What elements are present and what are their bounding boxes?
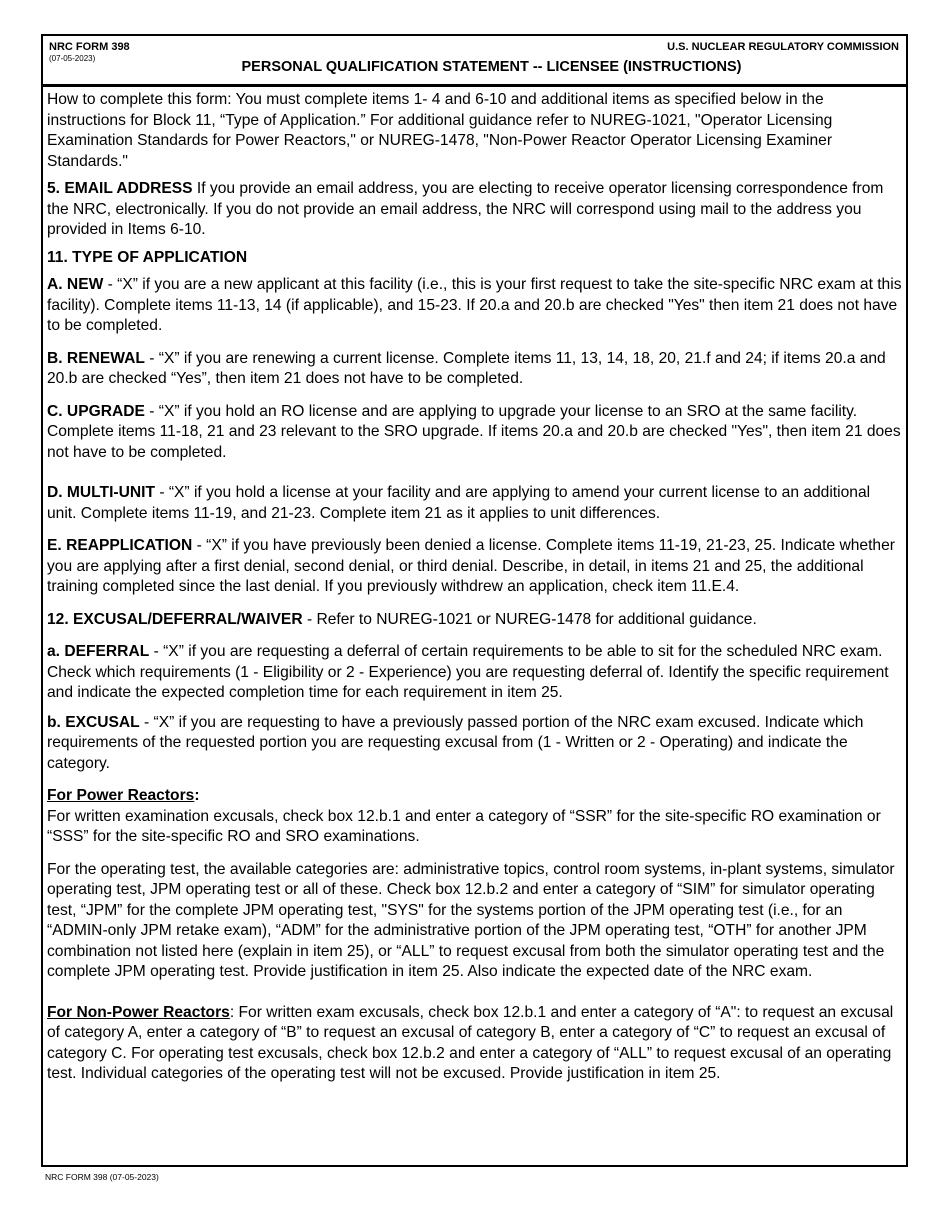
excusal-heading: b. EXCUSAL bbox=[47, 713, 140, 731]
email-text: If you provide an email address, you are electing to receive operator licensing correspondence from the NRC, electronically. If you do not provide an email address, the NRC will correspond using mail to the address you provided in Items 6-10. bbox=[47, 180, 884, 238]
new-section bbox=[47, 275, 902, 337]
new-heading: A. NEW bbox=[47, 276, 104, 293]
form-header bbox=[41, 34, 908, 84]
power-operating-text: For the operating test, the available categories are: administrative topics, control room systems, in-plant systems, simulator operating test, JPM operating test or all of these. Check box 12.b.2 and enter a category of “SIM” for simulator operating test, “JPM” for the complete JPM operating test, "SYS" for the systems portion of the JPM operating test (i.e., for an “ADMIN-only JPM retake exam), “ADM” for the administrative portion of the JPM operating test, “OTH” for another JPM combination not listed here (explain in item 25), or “ALL” to request excusal from both the simulator operating test and the complete JPM operating test. Provide justification in item 25. Also indicate the expected date of the NRC exam. bbox=[47, 860, 895, 980]
excusal-section bbox=[47, 713, 902, 775]
multi-unit-heading: D. MULTI-UNIT bbox=[47, 484, 155, 501]
renewal-text: - “X” if you are renewing a current license. Complete items 11, 13, 14, 18, 20, 21.f and 24; if items 20.a and 20.b are checked “Yes”, then item 21 does not have to be completed. bbox=[47, 349, 886, 387]
form-footer: NRC FORM 398 (07-05-2023) bbox=[45, 1172, 159, 1182]
reapplication-section bbox=[47, 536, 902, 598]
renewal-heading: B. RENEWAL bbox=[47, 349, 145, 367]
excusal-deferral-heading: 12. EXCUSAL/DEFERRAL/WAIVER bbox=[47, 610, 303, 628]
form-title: PERSONAL QUALIFICATION STATEMENT -- LICENSEE (INSTRUCTIONS) bbox=[241, 59, 742, 75]
email-section bbox=[47, 179, 902, 241]
upgrade-text: - “X” if you hold an RO license and are applying to upgrade your license to an SRO at the same facility. Complete items 11-18, 21 and 23 relevant to the SRO upgrade. If items 20.a and 20.b are checked "Yes", then item 21 does not have to be completed. bbox=[47, 402, 901, 461]
multi-unit-text: - “X” if you hold a license at your facility and are applying to amend your current license to an additional unit. Complete items 11-19, and 21-23. Complete item 21 as it applies to unit differences. bbox=[47, 484, 871, 522]
form-number: NRC FORM 398 bbox=[49, 41, 130, 53]
form-date: (07-05-2023) bbox=[49, 54, 96, 63]
form-page bbox=[41, 34, 908, 1167]
instructions-body bbox=[41, 87, 908, 1167]
upgrade-section bbox=[47, 402, 902, 464]
excusal-deferral-text: - Refer to NUREG-1021 or NUREG-1478 for additional guidance. bbox=[302, 610, 757, 628]
power-written-text: For written examination excusals, check box 12.b.1 and enter a category of “SSR” for the site-specific RO examination or “SSS” for the site-specific RO and SRO examinations. bbox=[47, 807, 881, 845]
deferral-text: - “X” if you are requesting a deferral of certain requirements to be able to sit for the scheduled NRC exam. Check which requirements (1 - Eligibility or 2 - Experience) you are requesting deferral of. Identify the specific requirement and indicate the expected completion time for each requirement in item 25. bbox=[47, 643, 889, 701]
deferral-section bbox=[47, 642, 902, 704]
new-text: - “X” if you are a new applicant at this facility (i.e., this is your first request to take the site-specific NRC exam at this facility). Complete items 11-13, 14 (if applicable), and 15-23. If 20.a and 20.b are checked "Yes" then item 21 does not have to be completed. bbox=[47, 276, 902, 334]
excusal-deferral-section bbox=[47, 610, 902, 631]
intro-paragraph: How to complete this form: You must complete items 1- 4 and 6-10 and additional items as specified below in the instructions for Block 11, “Type of Application.” For additional guidance refer to NUREG-1021, "Operator Licensing Examination Standards for Power Reactors," or NUREG-1478, "Non-Power Reactor Operator Licensing Examiner Standards." bbox=[47, 91, 833, 170]
upgrade-heading: C. UPGRADE bbox=[47, 402, 145, 420]
type-heading: 11. TYPE OF APPLICATION bbox=[47, 248, 248, 266]
renewal-section bbox=[47, 349, 902, 390]
non-power-text: : For written exam excusals, check box 12.b.1 and enter a category of “A": to request an excusal of category A, enter a category of “B” to request an excusal of category B, enter a category of “C” to request an excusal of category C. For operating test excusals, check box 12.b.2 and enter a category of “ALL” to request excusal of an operating test. Individual categories of the operating test will not be excused. Provide justification in item 25. bbox=[47, 1003, 894, 1082]
agency-name: U.S. NUCLEAR REGULATORY COMMISSION bbox=[667, 41, 899, 53]
reapplication-heading: E. REAPPLICATION bbox=[47, 537, 193, 554]
multi-unit-section bbox=[47, 483, 902, 524]
reapplication-text: - “X” if you have previously been denied a license. Complete items 11-19, 21-23, 25. Indicate whether you are applying after a first denial, second denial, or third denial. Describe, in detail, in items 21 and 25, the additional training completed since the last denial. If you previously withdrew an application, check item 11.E.4. bbox=[47, 537, 895, 595]
excusal-text: - “X” if you are requesting to have a previously passed portion of the NRC exam excused. Indicate which requirements of the requested portion you are requesting excusal from (1 - Written or 2 - Operating) and indicate the category. bbox=[47, 713, 864, 772]
non-power-heading: For Non-Power Reactors bbox=[47, 1003, 230, 1021]
email-heading: 5. EMAIL ADDRESS bbox=[47, 180, 193, 197]
power-reactors-heading: For Power Reactors: bbox=[47, 787, 200, 804]
deferral-heading: a. DEFERRAL bbox=[47, 643, 150, 660]
non-power-section bbox=[47, 1003, 902, 1085]
